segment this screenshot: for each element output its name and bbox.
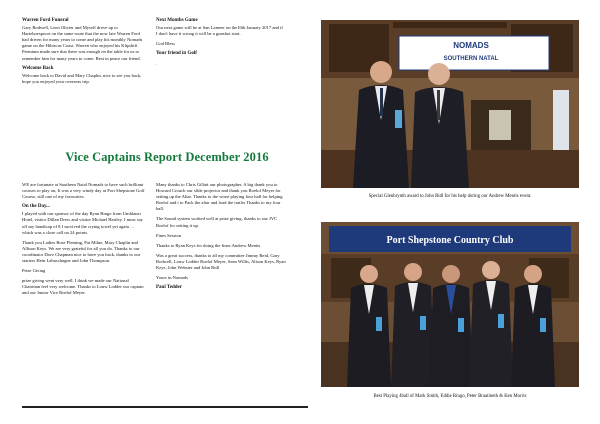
funeral-text: Gary Rodwell, Leon Olivier and Myself drove up to Harteboespoort on the same route that the now late Warren Ford had driven for many years to come and play his monthly Nomads game on the Hibiscus Coast. Warren who enjoyed his Klipdrift Premium made sure that there was enough on the table for us to remember him for many years to come. Rest in peace our friend.	[22, 25, 143, 61]
fines-subhead: Fines Session	[156, 232, 182, 238]
next-game-section	[156, 18, 284, 72]
next-game-text: Our next game will be at San Lameer on the10th January 2017 and if I don't have it wrong it will be a gunshot start.	[156, 25, 283, 37]
best-fourball-caption: Best Playing 4ball of Mark Smith, Eddie Ringo, Peter Braatineth & Ken Morris	[373, 394, 527, 399]
next-game-title: Next Months Game	[156, 18, 198, 23]
report-body-left	[22, 182, 146, 301]
award-photo-caption: Special Glenbrynth award to John Ridl for his help during our Andrew Mentis event.	[368, 194, 532, 199]
photo1-banner-subtext: SOUTHERN NATAL	[443, 56, 499, 62]
bottom-rule	[22, 406, 308, 408]
report-paragraph: prize giving went very well, I think we made our National Chairman feel very welcome. Thanks to Louw Lodder our captain and our Junior Vice Roelof Meyer.	[22, 278, 144, 296]
welcome-title: Welcome Back	[22, 65, 54, 71]
on-the-day-subhead: On the Day...	[22, 204, 50, 210]
report-paragraph: Was a great success, thanks to all my committee Jimmy Reid, Gary Rodwell, Louw Lodder Roelof Meyer, Sean Willis, Alison Keys, Ryan Keys, John Webster and John Ridl	[156, 252, 286, 271]
report-paragraph: I played with our sponsor of the day Ryan Ringo from Umhlanzi Hotel, visitor Dillan Drew and visitor Michael Hartley. I must say off my handicap of 8 I survived the crying towel yet again … which was a close call on 24 points.	[22, 211, 143, 235]
report-body-right	[156, 182, 286, 292]
report-paragraph: The Sound system worked well at prize giving, thanks to our JVC Roelof for setting it up.	[156, 216, 278, 228]
photo2-banner-text: Port Shepstone Country Club	[386, 235, 514, 246]
photo1-banner-text: NOMADS	[453, 41, 489, 50]
yours-in-nomads: Yours in Nomads	[156, 275, 188, 281]
friend-in-golf: Your friend in Golf	[156, 51, 197, 57]
award-photo	[321, 20, 579, 188]
best-fourball-photo-illustration	[321, 222, 579, 387]
signature: Paul Tedder	[156, 285, 182, 291]
god-bless-text: God Bless	[156, 41, 176, 47]
welcome-text: Welcome back to David and Mary Chaplin, nice to see you back, hope you enjoyed your overseas trip.	[22, 72, 142, 84]
funeral-section	[22, 18, 144, 89]
best-fourball-photo	[321, 222, 579, 387]
report-paragraph: Thank you Ladies Rose Fleming, Pat Milne, Mary Chaplin and Allison Keys. We are very grateful for all you do. Thanks to our coordinator Dave Chapman nice to have you back, thanks to our starters Hein Labuschagne and John Thompson.	[22, 239, 141, 264]
report-paragraph: Thanks to Ryan Keys for doing the fines.Andrew Mentis	[156, 242, 261, 248]
prize-giving-subhead: Prize Giving	[22, 268, 46, 274]
funeral-title: Warren Ford Funeral	[22, 18, 69, 23]
report-headline: Vice Captains Report December 2016	[65, 150, 269, 164]
award-photo-illustration	[321, 20, 579, 188]
report-paragraph: Many thanks to Chris Gillatt our photographer. A big thank you to Howard Crouch our slide projector and thank you Roelof Meyer for setting up the Altar. Thanks to the worst playing four ball for helping Roelof and i to Pack the altar and load the trailer Thanks to my four ball.	[156, 182, 283, 212]
report-paragraph: WE are fortunate at Southern Natal Nomads to have such brilliant courses to play on, It was a very windy day at Port Shepstone Golf Course, still one of my favourites.	[22, 182, 145, 200]
trailing-dot: .	[156, 61, 158, 67]
